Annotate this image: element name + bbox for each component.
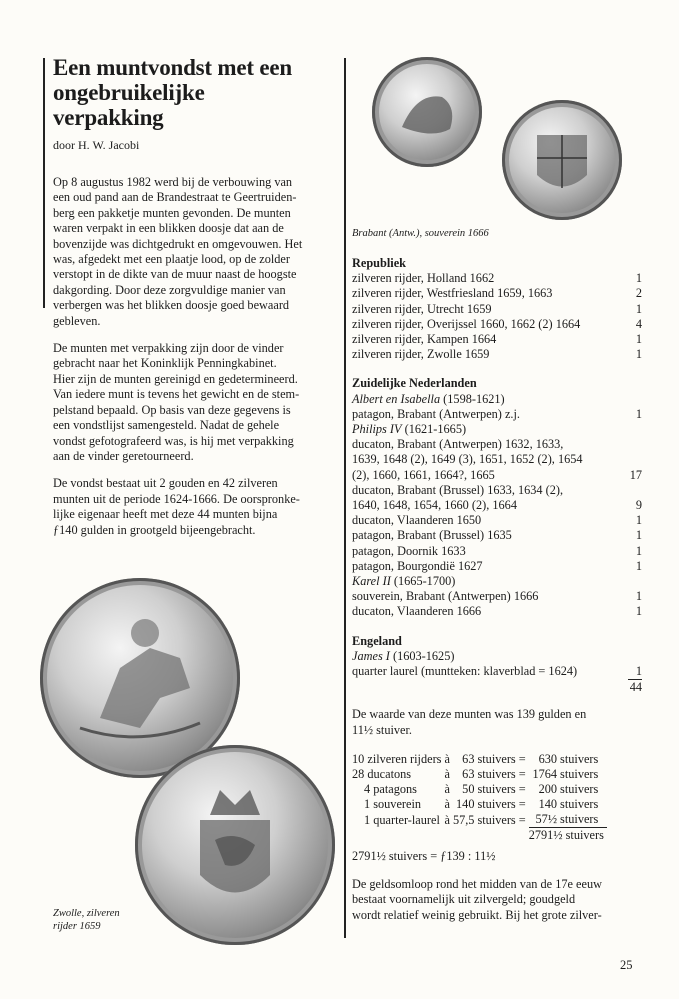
list-grand-total: 44 [629, 680, 642, 695]
left-column-rule [43, 58, 45, 308]
list-item: quarter laurel (muntteken: klaverblad = 1624) 1 [352, 664, 642, 679]
coin-souverein-obverse-image [372, 57, 482, 167]
list-heading-zuidelijke-nederlanden: Zuidelijke Nederlanden [352, 376, 477, 391]
list-item: 1639, 1648 (2), 1649 (3), 1651, 1652 (2), 1654 [352, 452, 583, 467]
closing-paragraph: De geldsomloop rond het midden van de 17e eeuw bestaat voornamelijk uit zilvergeld; goudgeld wordt relatief weinig gebruikt. Bij het grote zilver- [352, 876, 602, 922]
coin-figure-souverein [352, 55, 642, 230]
list-item: ducaton, Vlaanderen 1666 1 [352, 604, 642, 619]
caption-brabant: Brabant (Antw.), souverein 1666 [352, 228, 489, 239]
list-item: souverein, Brabant (Antwerpen) 1666 1 [352, 589, 642, 604]
list-subheading: Albert en Isabella (1598-1621) [352, 391, 505, 406]
paragraph-1: Op 8 augustus 1982 werd bij de verbouwing van een oud pand aan de Brandestraat te Geertruiden- berg een pakketje munten gevonden. De munten waren verpakt in een blikken doosje dat aan de bovenzijde was dichtgedrukt en omgevouwen. Het was, afgedekt met een plaatje lood, op de zolder verstopt in de dikte van de muur naast de hoogste dakgording. Door deze zorgvuldige manier van verbergen was het blikken doosje goed bewaard gebleven. [53, 175, 303, 328]
caption-zwolle: Zwolle, zilveren rijder 1659 [53, 908, 120, 932]
list-heading-republiek: Republiek [352, 256, 406, 270]
find-list [352, 256, 642, 695]
calc-sum-row: 2791½ stuivers [528, 828, 604, 843]
calc-row: 1 souverein à 140 stuivers = 140 stuivers [364, 797, 599, 812]
calc-row: 1 quarter-laurel à 57,5 stuivers = 57½ stuivers [352, 812, 607, 828]
right-column [352, 55, 642, 935]
calc-row: 10 zilveren rijders à 63 stuivers = 630 stuivers [352, 752, 599, 767]
list-item: zilveren rijder, Zwolle 1659 1 [352, 347, 642, 362]
list-item: (2), 1660, 1661, 1664?, 1665 17 [352, 467, 642, 482]
list-item: patagon, Brabant (Brussel) 1635 1 [352, 528, 642, 543]
list-item: zilveren rijder, Utrecht 1659 1 [352, 301, 642, 316]
list-item: zilveren rijder, Westfriesland 1659, 1663 2 [352, 286, 642, 301]
list-item: patagon, Brabant (Antwerpen) z.j. 1 [352, 406, 642, 421]
list-subheading: James I (1603-1625) [352, 648, 455, 663]
calc-equation: 2791½ stuivers = ƒ139 : 11½ [352, 849, 496, 864]
paragraph-2: De munten met verpakking zijn door de vinder gebracht naar het Koninklijk Penningkabinet. Hier zijn de munten gereinigd en gedetermineerd. Van iedere munt is tevens het gewicht en de stem- pelstand bepaald. Op basis van deze gegevens is een vondstlijst samengesteld. Nadat de gehele vondst gefotografeerd was, is hij met verpakking aan de vinder geretourneerd. [53, 341, 300, 463]
page-number: 25 [620, 958, 633, 972]
calc-row: 28 ducatons à 63 stuivers = 1764 stuivers [352, 767, 599, 782]
list-item: zilveren rijder, Kampen 1664 1 [352, 332, 642, 347]
list-item: zilveren rijder, Holland 1662 1 [352, 271, 642, 286]
list-item: ducaton, Brabant (Brussel) 1633, 1634 (2), [352, 482, 564, 497]
paragraph-3: De vondst bestaat uit 2 gouden en 42 zilveren munten uit de periode 1624-1666. De oorspronke- lijke eigenaar heeft met deze 44 munten bijna ƒ140 gulden in grootgeld bijeengebracht. [53, 476, 300, 537]
coin-rider-reverse-image [135, 745, 335, 945]
list-item: 1640, 1648, 1654, 1660 (2), 1664 9 [352, 498, 642, 513]
list-item: ducaton, Brabant (Antwerpen) 1632, 1633, [352, 437, 564, 452]
list-item: ducaton, Vlaanderen 1650 1 [352, 513, 642, 528]
list-item: patagon, Doornik 1633 1 [352, 543, 642, 558]
value-calculation-table [352, 752, 607, 843]
left-column [53, 55, 340, 550]
value-paragraph: De waarde van deze munten was 139 gulden en 11½ stuiver. [352, 707, 587, 737]
list-heading-engeland: Engeland [352, 633, 402, 648]
list-item: patagon, Bourgondië 1627 1 [352, 558, 642, 573]
article-author: door H. W. Jacobi [53, 138, 140, 152]
article-title: Een muntvondst met een ongebruikelijke verpakking [53, 55, 293, 130]
list-subheading: Philips IV (1621-1665) [352, 422, 467, 437]
column-divider-rule [344, 58, 346, 938]
calc-row: 4 patagons à 50 stuivers = 200 stuivers [364, 782, 599, 797]
coin-souverein-reverse-image [502, 100, 622, 220]
list-item: zilveren rijder, Overijssel 1660, 1662 (2) 1664 4 [352, 316, 642, 331]
list-subheading: Karel II (1665-1700) [352, 574, 456, 589]
